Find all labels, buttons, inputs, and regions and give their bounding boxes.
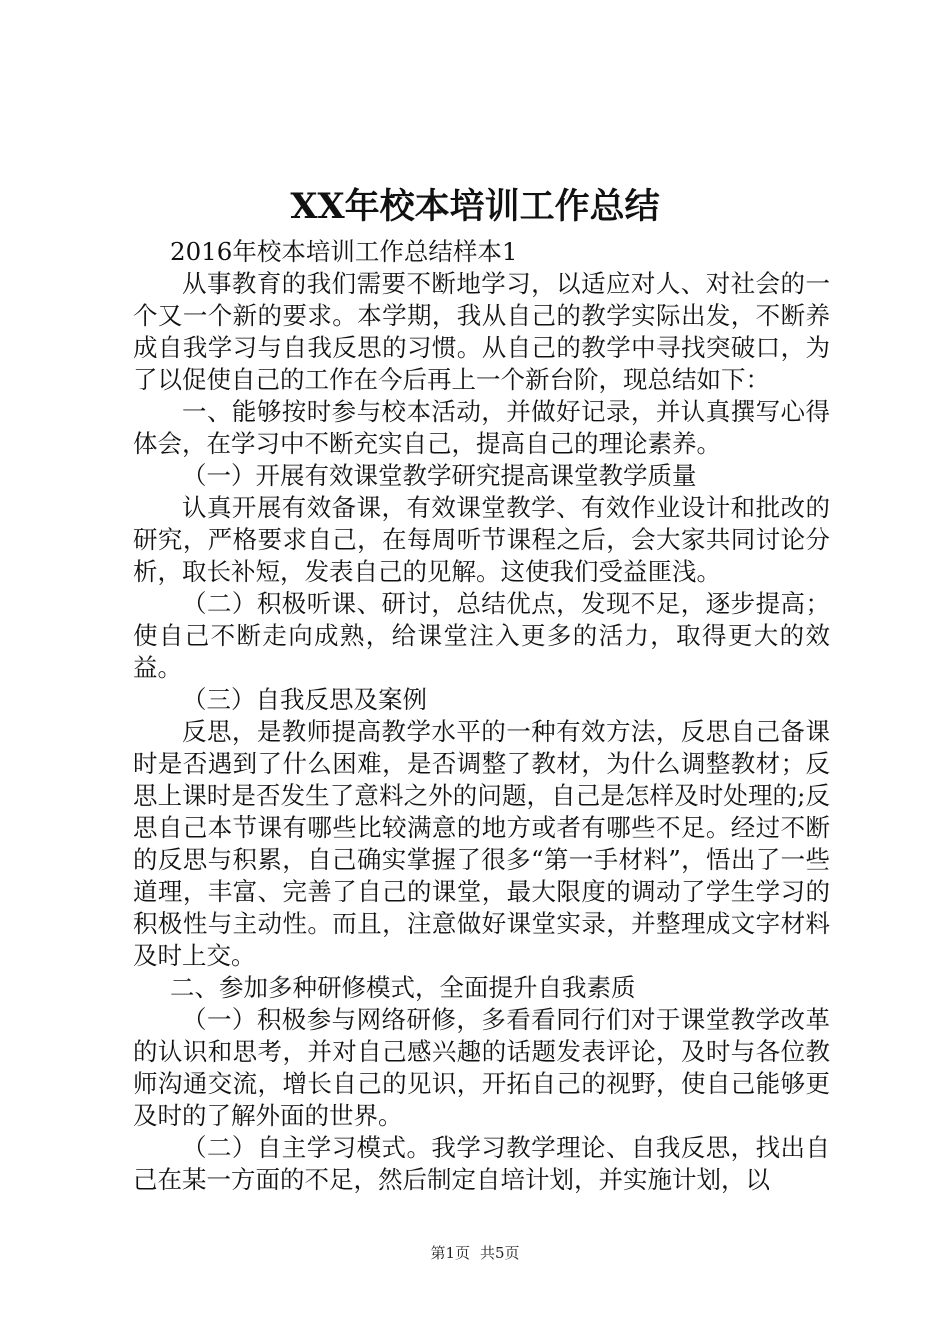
paragraph: 从事教育的我们需要不断地学习，以适应对人、对社会的一个又一个新的要求。本学期，我从自己的教学实际出发，不断养成自我学习与自我反思的习惯。从自己的教学中寻找突破口，为了以促使自己的工作在今后再上一个新台阶，现总结如下：: [133, 269, 830, 394]
paragraph: （一）积极参与网络研修，多看看同行们对于课堂教学改革的认识和思考，并对自己感兴趣的话题发表评论，及时与各位教师沟通交流，增长自己的见识，开拓自己的视野，使自己能够更及时的了解外面的世界。: [133, 1005, 830, 1130]
paragraph: 认真开展有效备课，有效课堂教学、有效作业设计和批改的研究，严格要求自己，在每周听节课程之后，会大家共同讨论分析，取长补短，发表自己的见解。这使我们受益匪浅。: [133, 493, 830, 586]
page-footer: [0, 1242, 950, 1264]
paragraph: （二）自主学习模式。我学习教学理论、自我反思，找出自己在某一方面的不足，然后制定自培计划，并实施计划，以: [133, 1133, 830, 1194]
section-heading: 二、参加多种研修模式，全面提升自我素质: [170, 973, 636, 1002]
paragraph: 一、能够按时参与校本活动，并做好记录，并认真撰写心得体会，在学习中不断充实自己，提高自己的理论素养。: [133, 397, 830, 458]
page-total: 共5页: [480, 1244, 520, 1262]
document-body: [133, 236, 830, 1196]
section-heading: （三）自我反思及案例: [182, 685, 427, 714]
paragraph: （二）积极听课、研讨，总结优点，发现不足，逐步提高；使自己不断走向成熟，给课堂注入更多的活力，取得更大的效益。: [133, 589, 830, 682]
document-title: XX年校本培训工作总结: [290, 186, 660, 227]
paragraph: 反思，是教师提高教学水平的一种有效方法，反思自己备课时是否遇到了什么困难，是否调整了教材，为什么调整教材；反思上课时是否发生了意料之外的问题，自己是怎样及时处理的;反思自己本节课有哪些比较满意的地方或者有哪些不足。经过不断的反思与积累，自己确实掌握了很多“第一手材料”，悟出了一些道理，丰富、完善了自己的课堂，最大限度的调动了学生学习的积极性与主动性。而且，注意做好课堂实录，并整理成文字材料及时上交。: [133, 717, 830, 970]
page-number: 第1页: [430, 1244, 470, 1262]
section-heading: （一）开展有效课堂教学研究提高课堂教学质量: [182, 461, 697, 490]
subtitle-paragraph: 2016年校本培训工作总结样本1: [170, 237, 518, 266]
